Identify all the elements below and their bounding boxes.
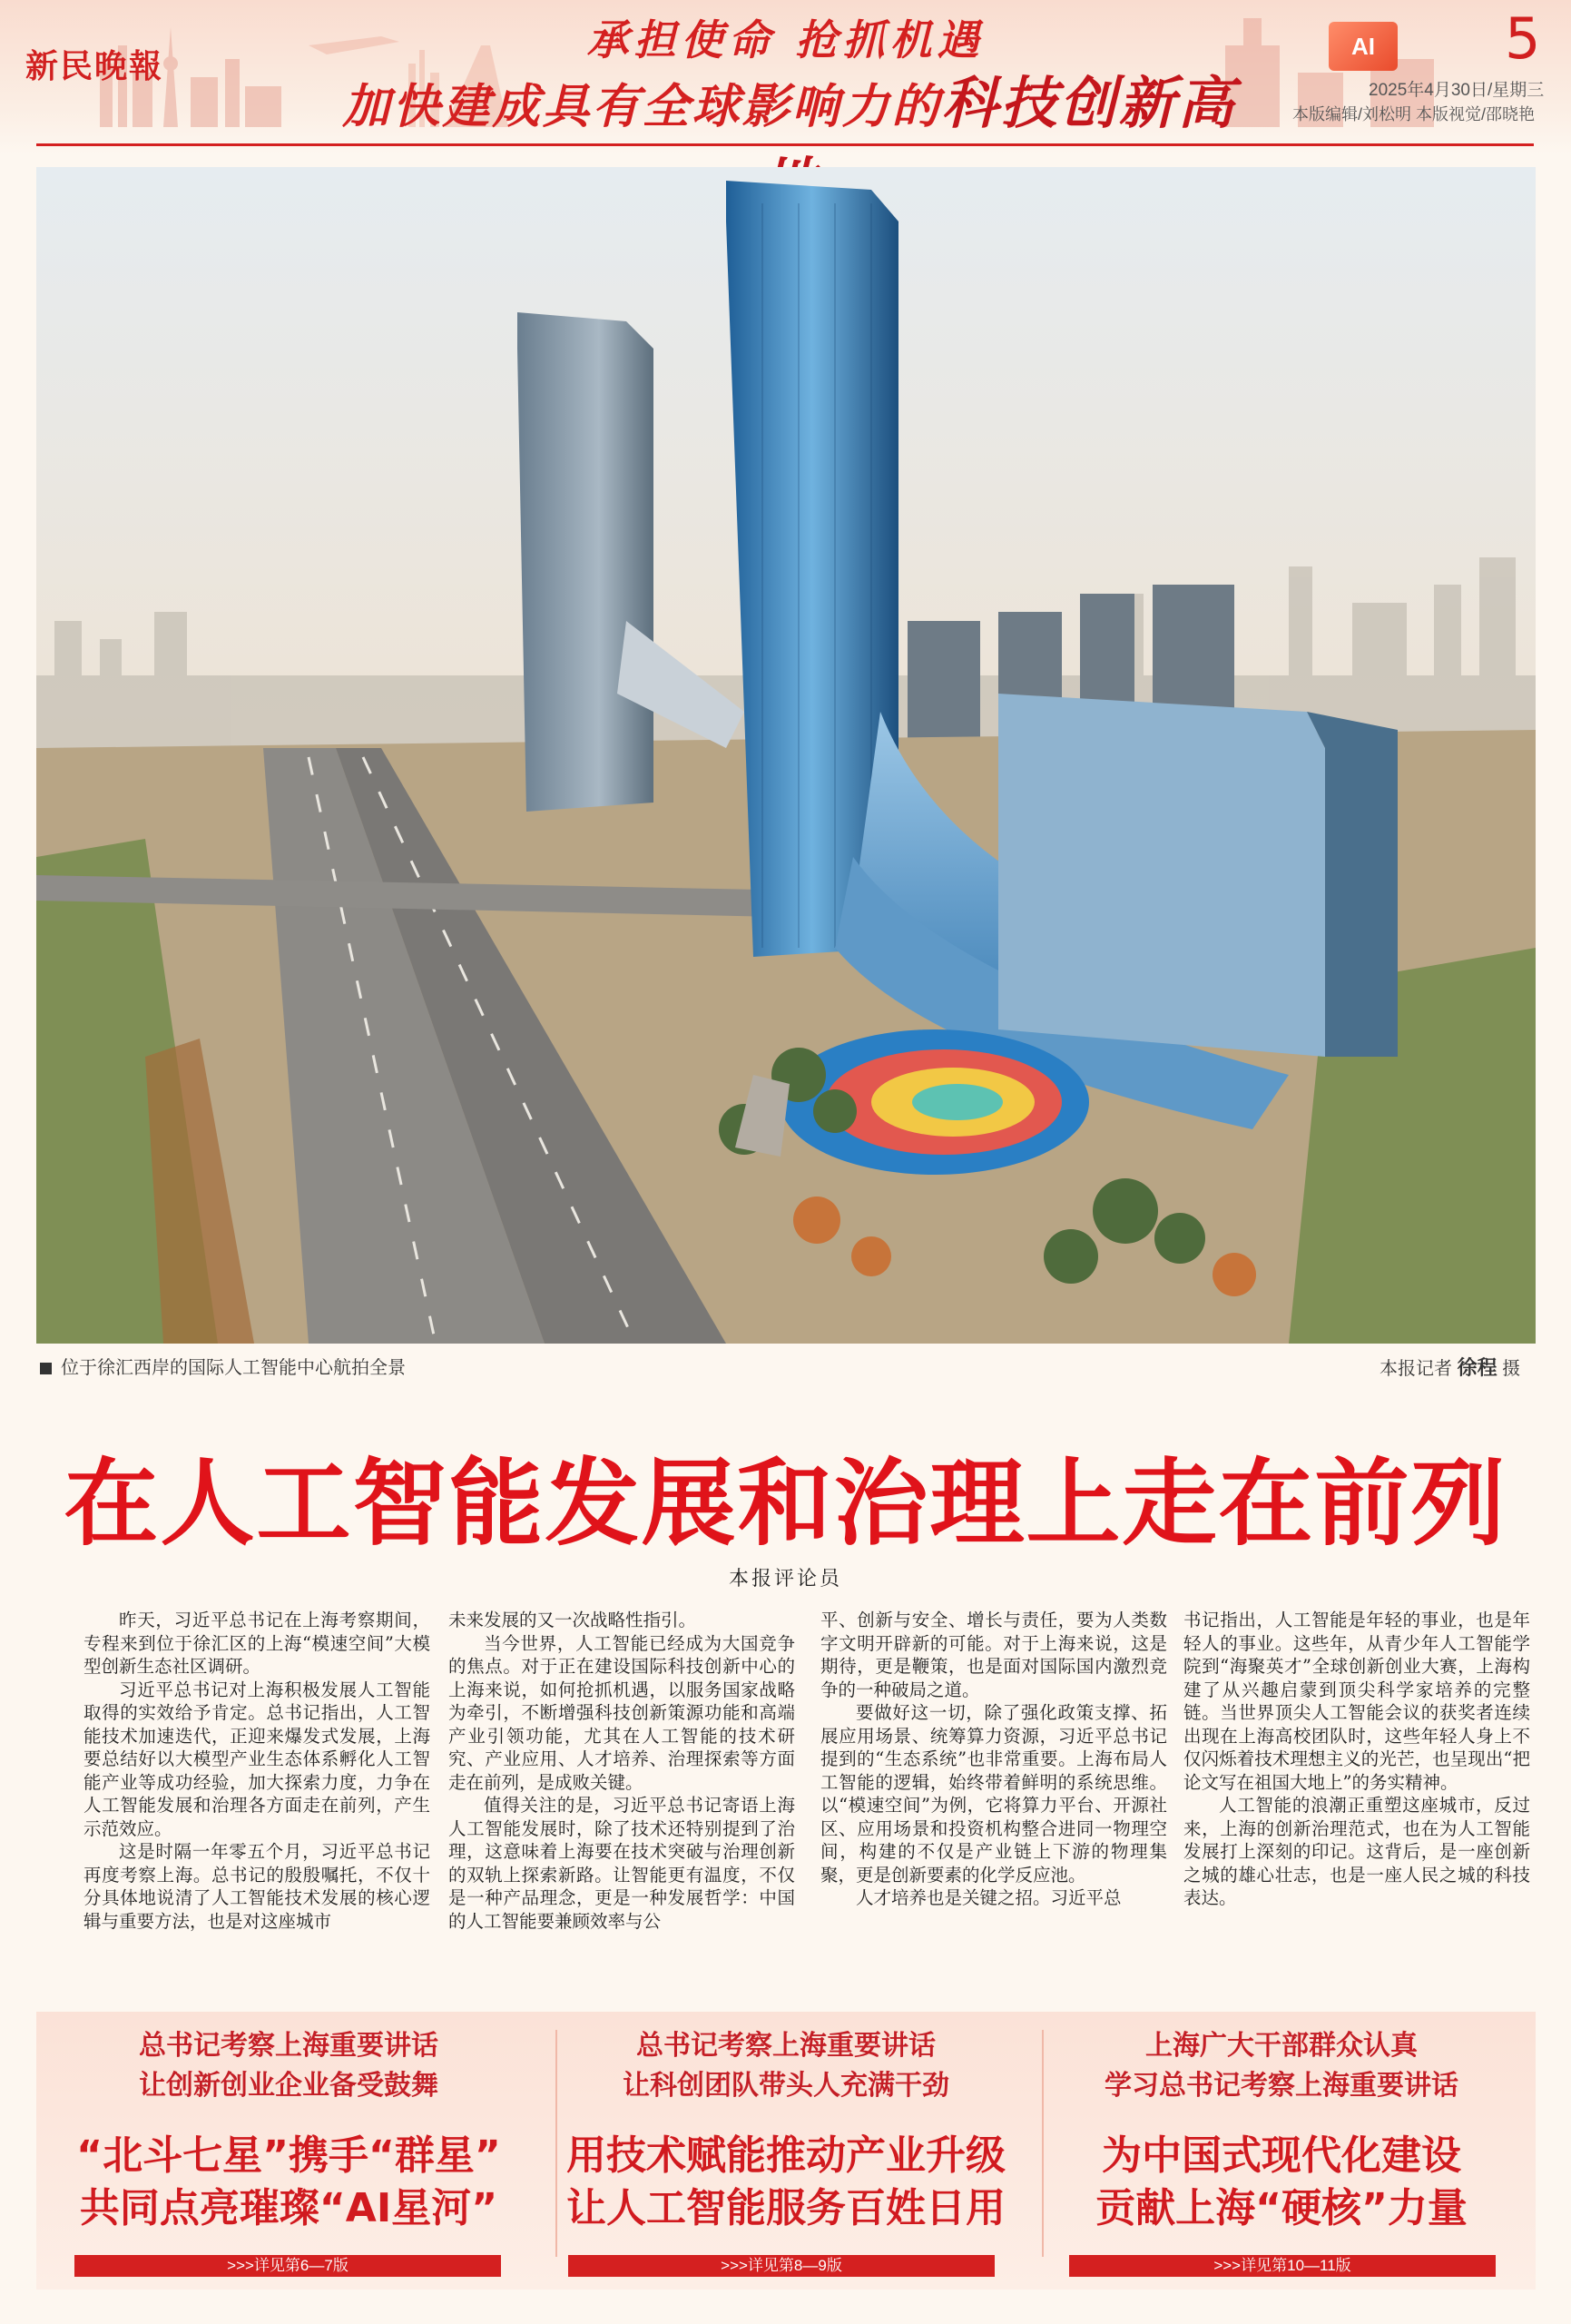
- photo-caption: [40, 1353, 406, 1379]
- paragraph: 昨天，习近平总书记在上海考察期间，专程来到位于徐汇区的上海“模速空间”大模型创新生态社区调研。: [83, 1610, 430, 1677]
- page-number: 5: [1505, 5, 1541, 72]
- paragraph: 未来发展的又一次战略性指引。: [448, 1610, 697, 1630]
- article-column-2: [448, 1609, 795, 1933]
- article-column-1: [83, 1609, 430, 1933]
- teaser-headline: 贡献上海“硬核”力量: [1095, 2185, 1468, 2231]
- article-byline: 本报评论员: [728, 1568, 842, 1590]
- teaser-headline: 用技术赋能推动产业升级: [566, 2132, 1006, 2179]
- photo-credit: [1380, 1353, 1520, 1381]
- article-column-3: [820, 1609, 1167, 1910]
- masthead: [0, 0, 1571, 154]
- caption-square-icon: [40, 1363, 52, 1374]
- teaser-kicker: 上海广大干部群众认真: [1145, 2030, 1418, 2062]
- teaser-headline: 共同点亮璀璨“AI星河”: [79, 2185, 498, 2231]
- teaser-kicker: 学习总书记考察上海重要讲话: [1105, 2070, 1458, 2102]
- paragraph: 习近平总书记对上海积极发展人工智能取得的实效给予肯定。总书记指出，人工智能技术加速迭代，正迎来爆发式发展，上海要总结好以大模型产业生态体系孵化人工智能产业等成功经验，加大探索力度，力争在人工智能发展和治理各方面走在前列，产生示范效应。: [83, 1679, 430, 1839]
- newspaper-logo: 新民晚報: [25, 47, 164, 85]
- article-title: 在人工智能发展和治理上走在前列: [64, 1448, 1507, 1559]
- teaser-kicker: 让创新创业企业备受鼓舞: [139, 2070, 438, 2102]
- teaser-kicker: 让科创团队带头人充满干劲: [623, 2070, 949, 2102]
- section-headline-pre: 加快建成具有全球影响力的: [342, 79, 942, 134]
- paragraph: 书记指出，人工智能是年轻的事业，也是年轻人的事业。这些年，从青少年人工智能学院到“海聚英才”全球创新创业大赛，上海构建了从兴趣启蒙到顶尖科学家培养的完整链。当世界顶尖人工智能会议的获奖者连续出现在上海高校团队时，这些年轻人身上不仅闪烁着技术理想主义的光芒，也呈现出“把论文写在祖国大地上”的务实精神。: [1183, 1610, 1530, 1793]
- paragraph: 要做好这一切，除了强化政策支撑、拓展应用场景、统筹算力资源，习近平总书记提到的“生态系统”也非常重要。上海布局人工智能的逻辑，始终带着鲜明的系统思维。以“模速空间”为例，它将算力平台、开源社区、应用场景和投资机构整合进同一物理空间，构建的不仅是产业链上下游的物理集聚，更是创新要素的化学反应池。: [820, 1702, 1167, 1886]
- teaser-2[interactable]: [550, 2026, 1022, 2235]
- teaser-headline: “北斗七星”携手“群星”: [76, 2132, 501, 2179]
- credit-suffix: 摄: [1502, 1359, 1521, 1379]
- ai-badge-icon: AI: [1329, 22, 1398, 71]
- see-pages-link[interactable]: >>>详见第10—11版: [1069, 2255, 1496, 2277]
- credit-name: 徐程: [1457, 1356, 1497, 1379]
- credit-prefix: 本报记者: [1380, 1359, 1452, 1379]
- see-pages-link[interactable]: >>>详见第8—9版: [568, 2255, 995, 2277]
- teaser-3[interactable]: [1046, 2026, 1517, 2235]
- aerial-photo-illustration: [36, 167, 1536, 1344]
- section-headline-strong: 科技创新高: [941, 70, 1237, 136]
- masthead-rule: [36, 143, 1534, 146]
- teaser-divider: [1042, 2030, 1044, 2257]
- teaser-kicker: 总书记考察上海重要讲话: [636, 2030, 936, 2062]
- section-kicker: 承担使命 抢抓机遇: [586, 15, 985, 64]
- teaser-kicker: 总书记考察上海重要讲话: [139, 2030, 438, 2062]
- paragraph: 值得关注的是，习近平总书记寄语上海人工智能发展时，除了技术还特别提到了治理，这意味着上海要在技术突破与治理创新的双轨上探索新路。让智能更有温度，不仅是一种产品理念，更是一种发展哲学：中国的人工智能要兼顾效率与公: [448, 1795, 795, 1932]
- photo-caption-text: 位于徐汇西岸的国际人工智能中心航拍全景: [61, 1358, 406, 1378]
- paragraph: 人工智能的浪潮正重塑这座城市，反过来，上海的创新治理范式，也在为人工智能发展打上深刻的印记。这背后，是一座创新之城的雄心壮志，也是一座人民之城的科技表达。: [1183, 1795, 1530, 1908]
- page-editors: 本版编辑/刘松明 本版视觉/邵晓艳: [1292, 105, 1536, 123]
- teaser-headline: 为中国式现代化建设: [1102, 2132, 1461, 2179]
- paragraph: 人才培养也是关键之招。习近平总: [856, 1887, 1122, 1908]
- aerial-photo: [36, 167, 1536, 1344]
- see-pages-link[interactable]: >>>详见第6—7版: [74, 2255, 501, 2277]
- teaser-headline: 让人工智能服务百姓日用: [566, 2185, 1006, 2231]
- paragraph: 平、创新与安全、增长与责任，要为人类数字文明开辟新的可能。对于上海来说，这是期待，更是鞭策，也是面对国际国内激烈竞争的一种破局之道。: [820, 1610, 1167, 1700]
- paragraph: 这是时隔一年零五个月，习近平总书记再度考察上海。总书记的殷殷嘱托，不仅十分具体地说清了人工智能技术发展的核心逻辑与重要方法，也是对这座城市: [83, 1841, 430, 1932]
- teaser-1[interactable]: [53, 2026, 525, 2235]
- paragraph: 当今世界，人工智能已经成为大国竞争的焦点。对于正在建设国际科技创新中心的上海来说，如何抢抓机遇，以服务国家战略为牵引，不断增强科技创新策源功能和高端产业引领功能，尤其在人工智能的技术研究、产业应用、人才培养、治理探索等方面走在前列，是成败关键。: [448, 1632, 795, 1793]
- issue-date: 2025年4月30日/星期三: [1369, 81, 1545, 100]
- article-column-4: [1183, 1609, 1530, 1910]
